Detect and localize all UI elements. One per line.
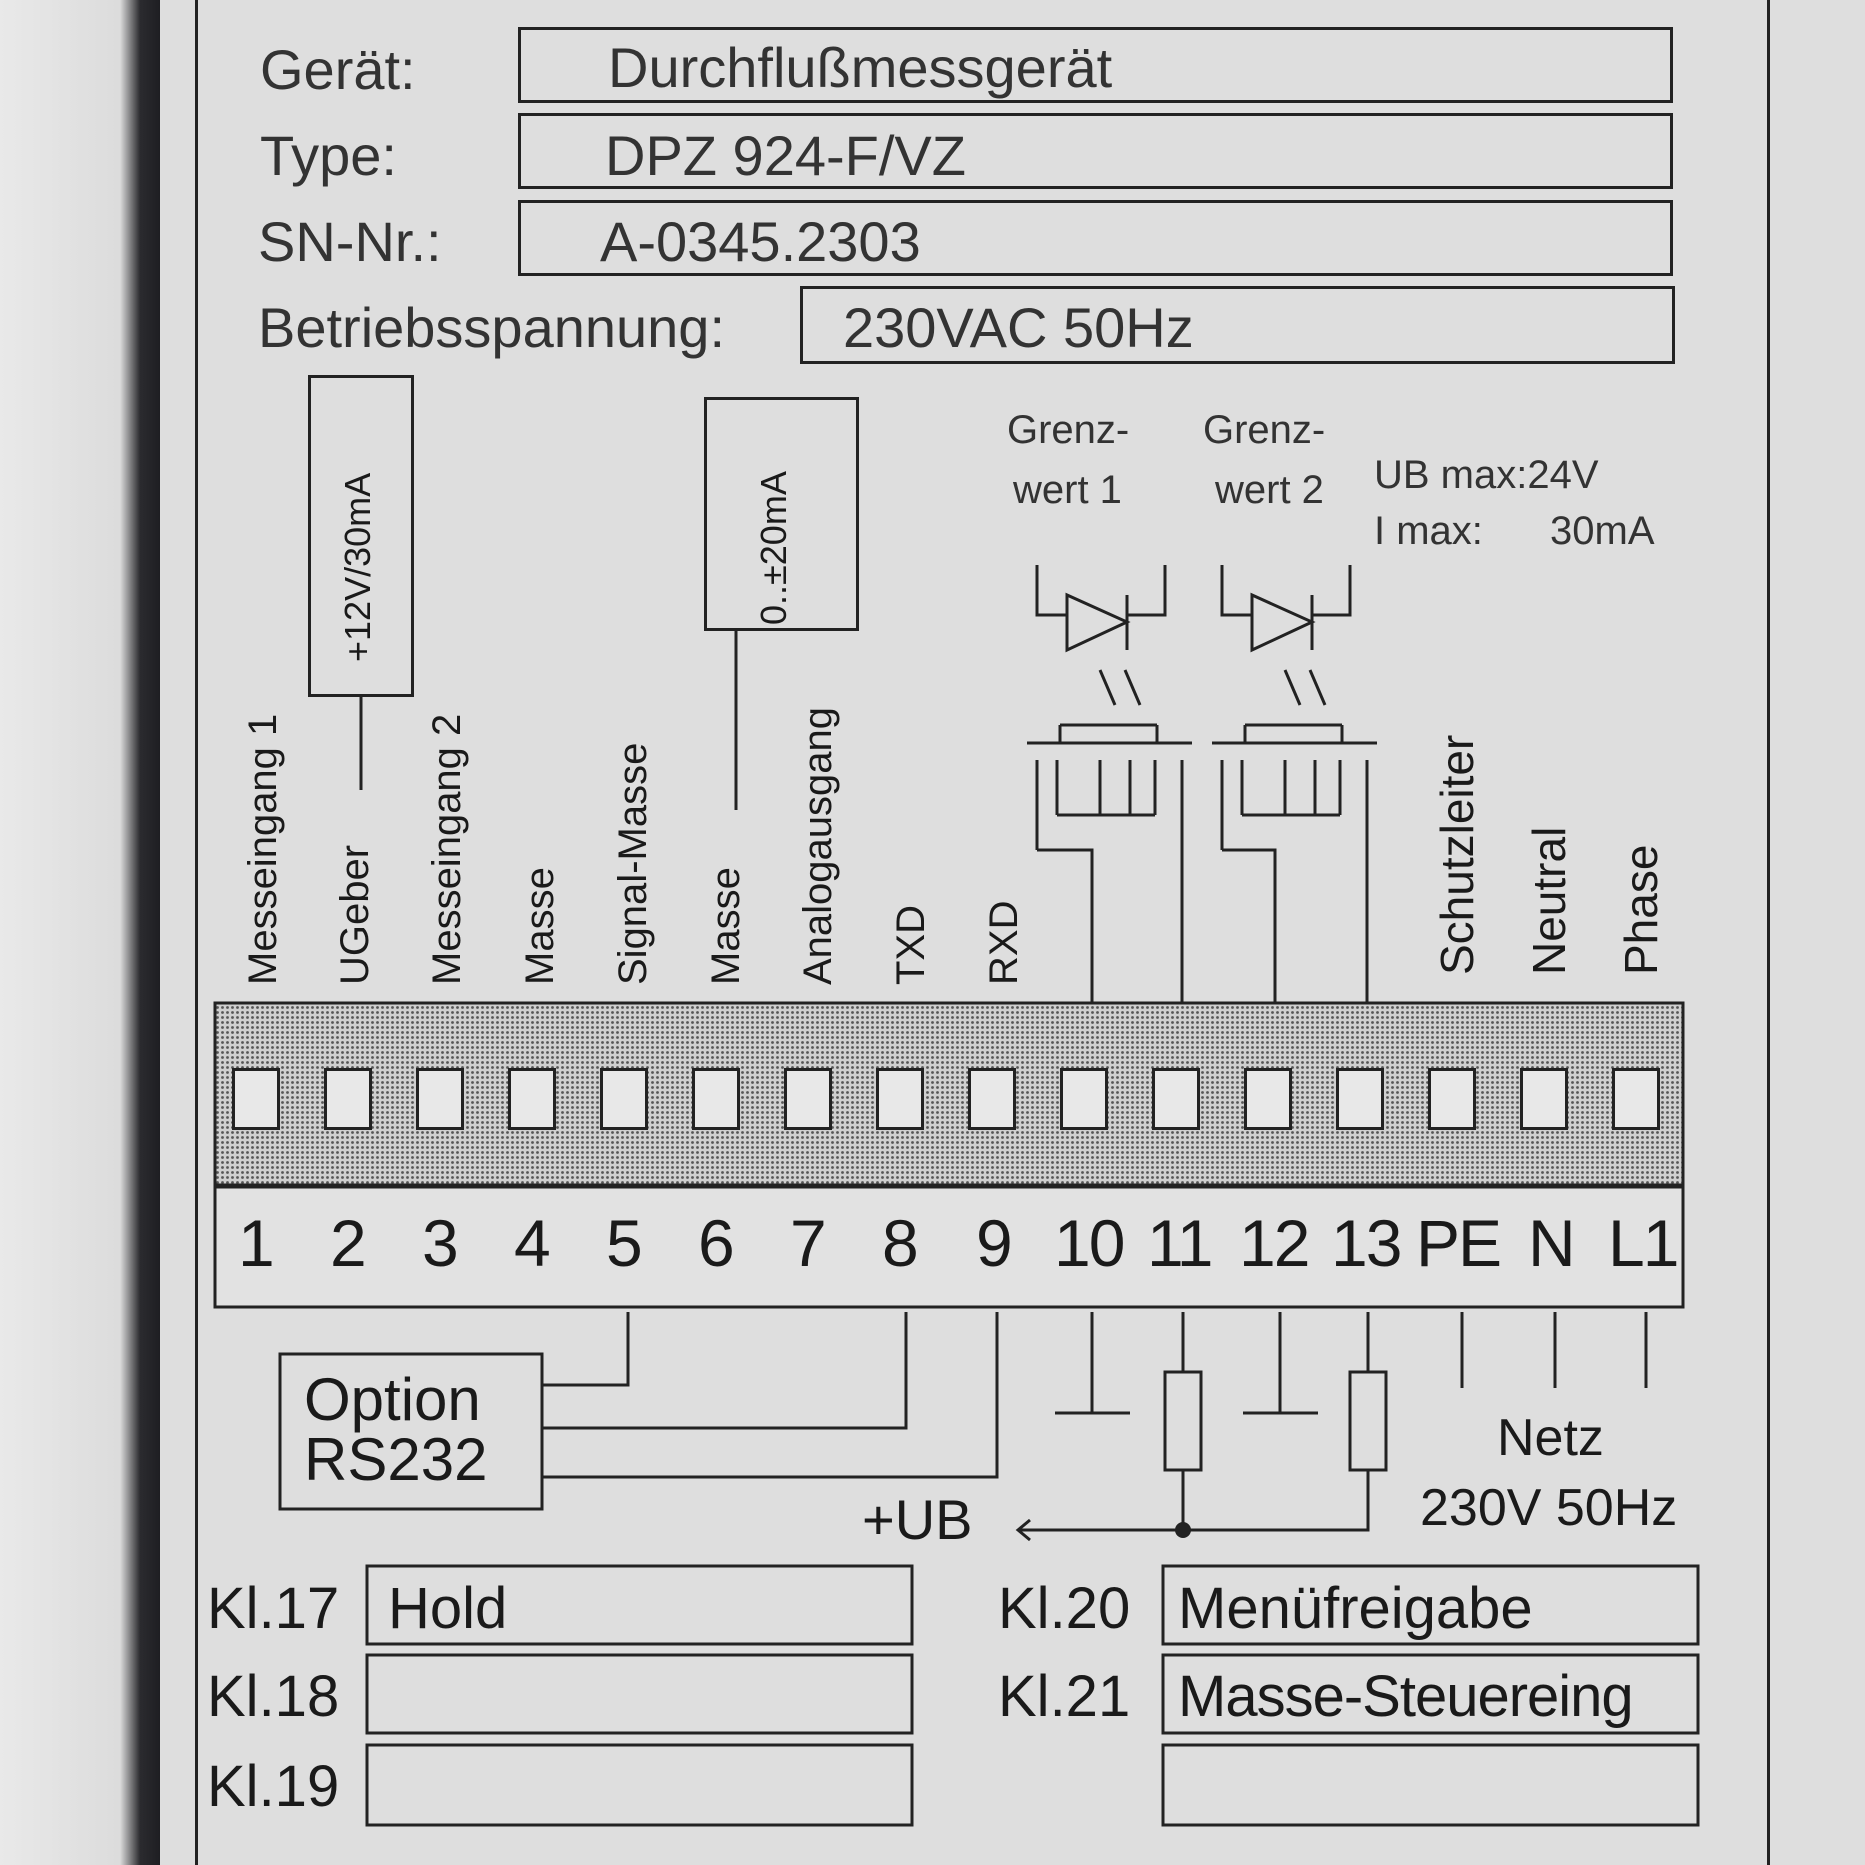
netz-line1: Netz [1497,1409,1604,1467]
terminal-number-l1: L1 [1608,1206,1678,1280]
terminal-screw-1 [232,1068,280,1130]
terminal-number-3: 3 [422,1206,459,1280]
terminal-screw-12 [1244,1068,1292,1130]
terminal-number-13: 13 [1331,1206,1401,1280]
terminal-number-2: 2 [330,1206,367,1280]
kl17-value: Hold [388,1576,508,1641]
geraet-value: Durchflußmessgerät [608,36,1113,99]
ugeber-supply-text: +12V/30mA [337,472,378,662]
option-line2: RS232 [304,1426,488,1493]
terminal-screw-9 [968,1068,1016,1130]
terminal-screw-7 [784,1068,832,1130]
netz-line2: 230V 50Hz [1420,1479,1678,1537]
type-label: Type: [260,124,397,187]
func-rxd: RXD [982,900,1026,985]
kl17-label: Kl.17 [207,1576,340,1641]
type-value: DPZ 924-F/VZ [605,124,966,187]
terminal-number-1: 1 [238,1206,275,1280]
func-masse-6: Masse [704,867,748,985]
func-neutral: Neutral [1523,826,1575,975]
analog-range-text: 0..±20mA [753,471,794,625]
geraet-label: Gerät: [260,38,416,101]
optocoupler-1 [1027,565,1192,1003]
ub-junction-dot [1175,1522,1191,1538]
func-phase: Phase [1615,844,1667,975]
terminal-number-9: 9 [976,1206,1013,1280]
terminal-number-11: 11 [1147,1206,1212,1280]
optocoupler-2 [1212,565,1377,1003]
sn-value: A-0345.2303 [600,210,921,273]
i-max-label: I max: [1374,509,1483,553]
grenzwert2-line2: wert 2 [1215,468,1324,512]
i-max-value: 30mA [1550,509,1655,553]
func-schutzleiter: Schutzleiter [1431,734,1483,975]
terminal-screw-6 [692,1068,740,1130]
terminal-number-4: 4 [514,1206,551,1280]
terminal-screw-13 [1336,1068,1384,1130]
terminal-number-pe: PE [1416,1206,1501,1280]
terminal-number-5: 5 [606,1206,643,1280]
terminal-number-10: 10 [1054,1206,1124,1280]
kl-extra-field [1163,1745,1698,1825]
terminal-screw-l1 [1612,1068,1660,1130]
kl20-value: Menüfreigabe [1178,1576,1533,1641]
terminal-screw-11 [1152,1068,1200,1130]
terminal-screw-n [1520,1068,1568,1130]
func-messeingang-2: Messeingang 2 [425,713,469,985]
terminal-screw-5 [600,1068,648,1130]
terminal-screw-8 [876,1068,924,1130]
terminal-number-12: 12 [1239,1206,1309,1280]
terminal-screw-2 [324,1068,372,1130]
grenzwert2-line1: Grenz- [1203,408,1326,452]
plus-ub-label: +UB [862,1488,973,1551]
kl19-label: Kl.19 [207,1754,340,1819]
kl19-field [367,1745,912,1825]
terminal-number-8: 8 [882,1206,919,1280]
func-signal-masse: Signal-Masse [611,742,655,985]
kl20-label: Kl.20 [998,1576,1131,1641]
terminal-screw-4 [508,1068,556,1130]
kl21-value: Masse-Steuereing [1178,1664,1633,1729]
ub-max-text: UB max:24V [1374,453,1599,497]
terminal-number-7: 7 [790,1206,827,1280]
kl21-label: Kl.21 [998,1664,1131,1729]
grenzwert1-line1: Grenz- [1007,408,1130,452]
func-analogausgang: Analogausgang [796,706,840,985]
terminal-number-n: N [1528,1206,1576,1280]
terminal-screw-pe [1428,1068,1476,1130]
func-ugeber: UGeber [333,844,377,985]
kl18-field [367,1655,912,1733]
func-txd: TXD [889,905,933,985]
grenzwert1-line2: wert 1 [1013,468,1122,512]
option-line1: Option [304,1366,481,1433]
sn-label: SN-Nr.: [258,210,442,273]
terminal-screw-3 [416,1068,464,1130]
terminal-screw-10 [1060,1068,1108,1130]
func-masse-4: Masse [518,867,562,985]
func-messeingang-1: Messeingang 1 [241,713,285,985]
spannung-label: Betriebsspannung: [258,296,726,359]
terminal-number-6: 6 [698,1206,735,1280]
spannung-value: 230VAC 50Hz [843,296,1194,359]
kl18-label: Kl.18 [207,1664,340,1729]
